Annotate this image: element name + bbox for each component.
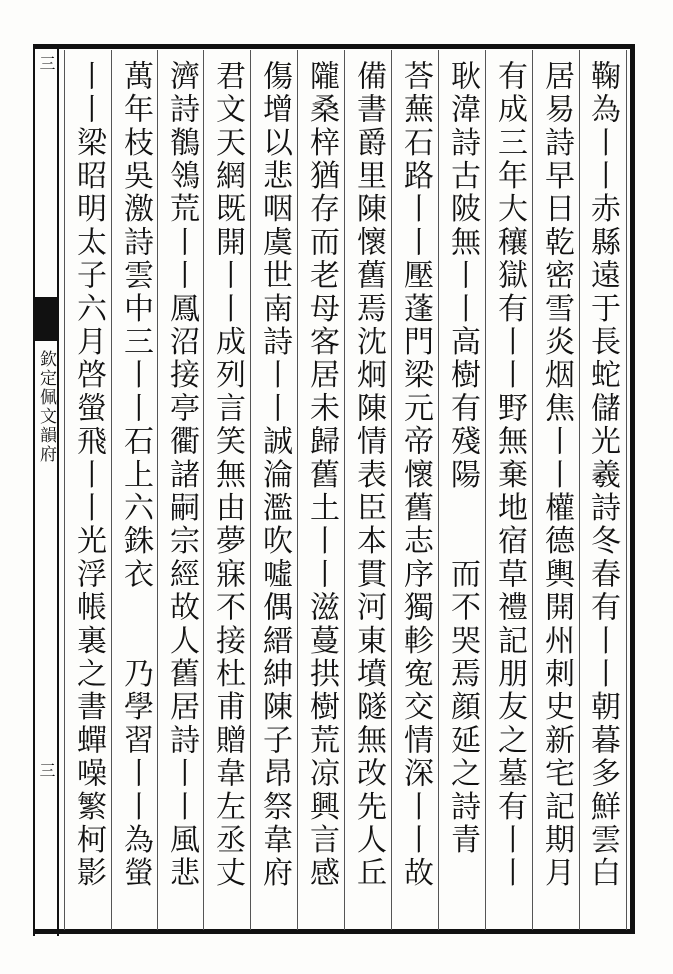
column-rule (157, 50, 158, 930)
margin-volume: 三 (37, 55, 56, 71)
fish-tail-mark (33, 297, 59, 341)
text-column-4: 耿湋詩古陂無丨丨高樹有殘陽 而不哭焉顔延之詩青 (445, 60, 480, 857)
column-rule (111, 50, 112, 930)
column-rule (626, 50, 627, 930)
column-rule (438, 50, 439, 930)
column-rule (297, 50, 298, 930)
text-column-1: 鞠為丨丨赤縣遠于長蛇儲光羲詩冬春有丨丨朝暮多鮮雲白 (585, 60, 620, 890)
margin-page-number: 三 (37, 762, 56, 778)
text-column-12: 丨丨梁昭明太子六月啓螢飛丨丨光浮帳裏之書蟬噪繁柯影 (71, 60, 106, 890)
column-rule (579, 50, 580, 930)
margin-border-left (33, 44, 35, 936)
column-rule (203, 50, 204, 930)
text-column-5: 荅蕪石路丨丨壓蓬門梁元帝懷舊志序獨軫寃交情深丨丨故 (398, 60, 433, 890)
text-column-10: 濟詩鶺鴒荒丨丨鳳沼接亭衢諸嗣宗經故人舊居詩丨丨風悲 (164, 60, 199, 890)
text-column-3: 有成三年大穰獄有丨丨野無棄地宿草禮記朋友之墓有丨丨 (492, 60, 527, 890)
text-column-7: 隴桑梓猶存而老母客居未歸舊土丨丨滋蔓拱樹荒凉興言感 (304, 60, 339, 890)
text-column-9: 君文天網既開丨丨成列言笑無由夢寐不接杜甫贈韋左丞丈 (210, 60, 245, 890)
text-column-6: 備書爵里陳懷舊焉沈炯陳情表臣本貫河東墳隧無改先人丘 (351, 60, 386, 890)
column-rule (485, 50, 486, 930)
text-column-11: 萬年枝吳激詩雲中三丨丨石上六銖衣 乃學習丨丨為螢 (118, 60, 153, 890)
margin-border-right (57, 44, 59, 936)
column-rule (344, 50, 345, 930)
text-column-2: 居易詩早日乾密雪炎烟焦丨丨權德輿開州刺史新宅記期月 (539, 60, 574, 890)
column-rule (64, 50, 65, 930)
column-rule (250, 50, 251, 930)
margin-book-title: 欽定佩文韻府 (36, 350, 56, 464)
column-rule (391, 50, 392, 930)
text-column-8: 傷增以悲咽虞世南詩丨丨誠淪濫吹噓偶縉紳陳子昂祭韋府 (257, 60, 292, 890)
column-rule (532, 50, 533, 930)
